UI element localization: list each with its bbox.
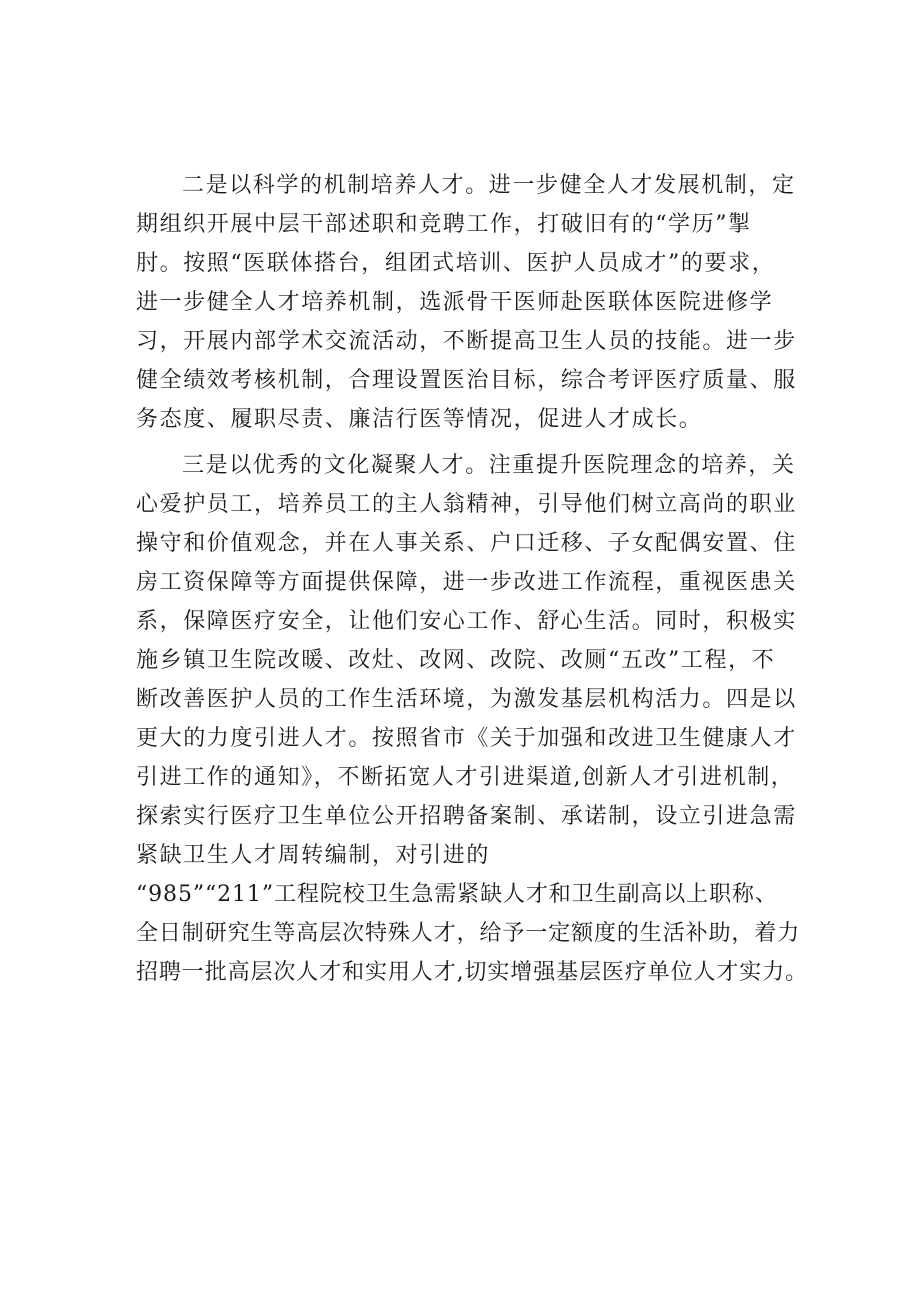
paragraph-2-line-4: 房工资保障等方面提供保障，进一步改进工作流程，重视医患关 [136, 570, 797, 595]
paragraph-2-line-14: 招聘一批高层次人才和实用人才,切实增强基层医疗单位人才实力。 [136, 960, 808, 985]
paragraph-2-line-3: 操守和价值观念，并在人事关系、户口迁移、子女配偶安置、住 [136, 531, 797, 556]
paragraph-1-line-2: 期组织开展中层干部述职和竞聘工作，打破旧有的“学历”掣 [136, 212, 752, 237]
paragraph-1-line-1: 二是以科学的机制培养人才。进一步健全人才发展机制，定 [182, 173, 796, 198]
paragraph-1-line-6: 健全绩效考核机制，合理设置医治目标，综合考评医疗质量、服 [136, 368, 797, 393]
paragraph-1-line-3: 肘。按照“医联体搭台，组团式培训、医护人员成才”的要求， [136, 251, 776, 276]
paragraph-2-line-1: 三是以优秀的文化凝聚人才。注重提升医院理念的培养，关 [182, 453, 796, 478]
paragraph-2-line-2: 心爱护员工，培养员工的主人翁精神，引导他们树立高尚的职业 [136, 492, 797, 517]
paragraph-2-line-7: 断改善医护人员的工作生活环境，为激发基层机构活力。四是以 [136, 687, 797, 712]
paragraph-1-line-5: 习，开展内部学术交流活动，不断提高卫生人员的技能。进一步 [136, 329, 797, 354]
paragraph-2-line-6: 施乡镇卫生院改暖、改灶、改网、改院、改厕“五改”工程，不 [136, 648, 776, 673]
paragraph-1-line-4: 进一步健全人才培养机制，选派骨干医师赴医联体医院进修学 [136, 290, 774, 315]
paragraph-2-line-11: 紧缺卫生人才周转编制，对引进的 [136, 843, 491, 868]
paragraph-2-line-13: 全日制研究生等高层次特殊人才，给予一定额度的生活补助，着力 [136, 921, 801, 946]
paragraph-1-line-7: 务态度、履职尽责、廉洁行医等情况，促进人才成长。 [136, 407, 703, 432]
paragraph-2-line-9: 引进工作的通知》，不断拓宽人才引进渠道,创新人才引进机制， [136, 765, 795, 790]
paragraph-2-line-5: 系，保障医疗安全，让他们安心工作、舒心生活。同时，积极实 [136, 609, 797, 634]
paragraph-2-line-8: 更大的力度引进人才。按照省市《关于加强和改进卫生健康人才 [136, 726, 797, 751]
paragraph-2-line-12: “985”“211”工程院校卫生急需紧缺人才和卫生副高以上职称、 [136, 882, 778, 907]
paragraph-2-line-10: 探索实行医疗卫生单位公开招聘备案制、承诺制，设立引进急需 [136, 804, 797, 829]
